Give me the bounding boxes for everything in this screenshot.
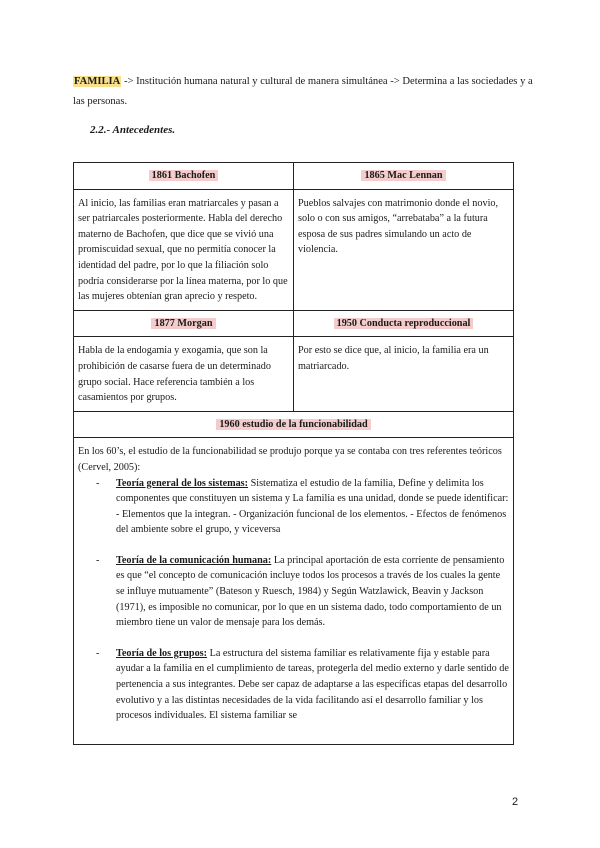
table-row <box>74 438 514 745</box>
header-cell <box>74 163 294 190</box>
header-funcionabilidad: 1960 estudio de la funcionabilidad <box>216 419 370 430</box>
intro-text: -> Institución humana natural y cultural de manera simultánea -> Determina a las sociedades y a las personas. <box>73 76 533 107</box>
cell-mac-lennan-body: Pueblos salvajes con matrimonio donde el novio, solo o con sus amigos, “arrebataba” a la futura esposa de sus padres simulando un acto de violencia. <box>294 189 514 310</box>
list-item <box>78 646 509 724</box>
header-cell-full <box>74 411 514 438</box>
header-bachofen: 1861 Bachofen <box>149 170 219 181</box>
list-dash: - <box>96 477 100 489</box>
intro-paragraph <box>73 72 533 112</box>
header-morgan: 1877 Morgan <box>151 318 215 329</box>
cell-morgan-body: Habla de la endogamia y exogamia, que son la prohibición de casarse fuera de un determinado grupo social. Hace referencia también a los casamientos por grupos. <box>74 337 294 411</box>
cell-funcionabilidad-body <box>74 438 514 745</box>
header-mac-lennan: 1865 Mac Lennan <box>361 170 445 181</box>
page-number: 2 <box>512 796 519 808</box>
familia-highlight: FAMILIA <box>74 76 121 87</box>
header-cell <box>74 310 294 337</box>
list-item <box>78 553 509 631</box>
section-heading: 2.2.- Antecedentes. <box>90 124 176 136</box>
cell-conducta-body: Por esto se dice que, al inicio, la familia era un matriarcado. <box>294 337 514 411</box>
list-dash: - <box>96 554 100 566</box>
theory-text: Sistematiza el estudio de la familia, Define y delimita los componentes que constituyen un sistema y La familia es una unidad, donde se puede identificar: - Elementos que la integran. - Organización funcional de los elementos. - Efectos de fenómenos del ambiente sobre el grupo, y viceversa <box>116 477 509 536</box>
table-header-row <box>74 411 514 438</box>
theory-term: Teoría de la comunicación humana: <box>116 554 272 566</box>
header-conducta-reproduccional: 1950 Conducta reproduccional <box>334 318 474 329</box>
theory-text: La estructura del sistema familiar es relativamente fija y estable para ayudar a la familia en el cumplimiento de tareas, protegerla del medio externo y darle sentido de pertenencia a sus integrantes. Debe ser capaz de adaptarse a las específicas etapas del desarrollo evolutivo y a las distintas necesidades de la vida facilitando así el desarrollo familiar y los procesos individuales. El sistema familiar se <box>116 647 509 722</box>
theory-term: Teoría de los grupos: <box>116 647 208 659</box>
table-header-row <box>74 310 514 337</box>
table-row <box>74 337 514 411</box>
history-table <box>73 162 514 745</box>
theory-term: Teoría general de los sistemas: <box>116 477 249 489</box>
cell-bachofen-body: Al inicio, las familias eran matriarcales y pasan a ser patriarcales posteriormente. Habla del derecho materno de Bachofen, que dice que se vivió una promiscuidad sexual, que no permitía conocer la identidad del padre, por lo que la filiación solo podría considerarse por la línea materna, por lo que las mujeres obtenían gran aprecio y respeto. <box>74 189 294 310</box>
theories-list <box>78 476 509 724</box>
list-item <box>78 476 509 538</box>
header-cell <box>294 163 514 190</box>
theory-text: La principal aportación de esta corriente de pensamiento es que “el concepto de comunicación incluye todos los procesos a través de los cuales la gente se influye mutuamente” (Bateson y Ruesch, 1984) y Según Watzlawick, Beavin y Jackson (1971), es imposible no comunicar, por lo que en un sistema dado, todo comportamiento de un miembro tiene un valor de mensaje para los demás. <box>116 554 505 629</box>
list-dash: - <box>96 647 100 659</box>
header-cell <box>294 310 514 337</box>
funcionabilidad-intro: En los 60’s, el estudio de la funcionabilidad se produjo porque ya se contaba con tres referentes teóricos (Cervel, 2005): <box>78 446 502 473</box>
table-header-row <box>74 163 514 190</box>
table-row <box>74 189 514 310</box>
